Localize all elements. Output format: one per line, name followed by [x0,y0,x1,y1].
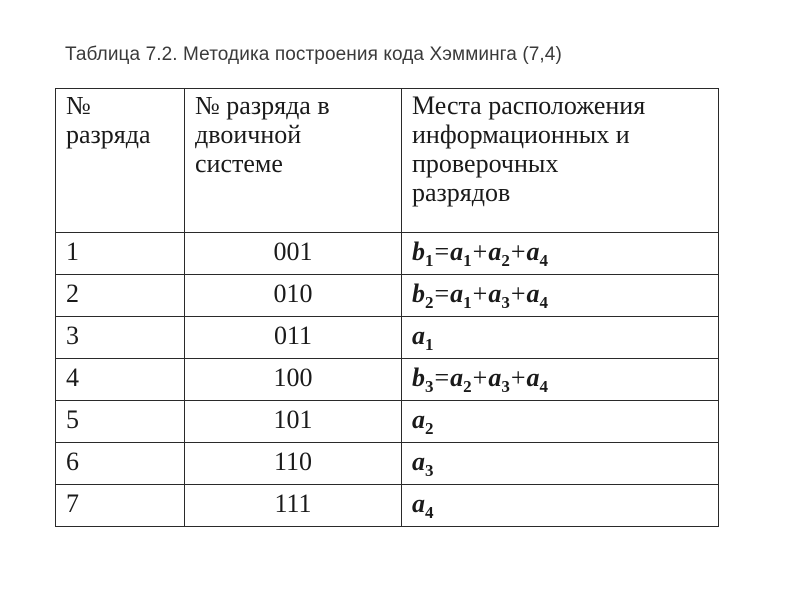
formula-operator: = [434,363,450,392]
table-caption: Таблица 7.2. Методика построения кода Хэмминга (7,4) [65,44,562,65]
formula-variable: $a_2$ [450,363,472,396]
hamming-code-table [55,88,719,527]
bit-number-cell: 2 [56,275,185,317]
bit-number-cell: 3 [56,317,185,359]
bit-placement-cell [402,233,719,275]
binary-value-cell: 101 [185,401,402,443]
bit-placement-cell [402,317,719,359]
bit-number-cell: 6 [56,443,185,485]
table-row [56,401,719,443]
formula-variable: $b_2$ [412,279,434,312]
formula-subscript: 4 [425,503,434,522]
table-row [56,485,719,527]
formula-subscript: 4 [539,251,549,270]
formula-variable: $a_4$ [412,489,434,522]
bit-placement-cell [402,401,719,443]
formula-variable: $a_4$ [526,237,549,270]
table-row [56,443,719,485]
formula [412,363,549,396]
bit-number-cell: 5 [56,401,185,443]
formula [412,405,434,438]
table-row [56,233,719,275]
bit-placement-cell [402,275,719,317]
formula-operator: + [472,237,488,266]
formula-subscript: 2 [463,377,472,396]
formula-operator: + [472,363,488,392]
formula-operator: + [472,279,488,308]
formula-variable: $a_1$ [450,279,472,312]
formula-operator: = [434,279,450,308]
table-row [56,317,719,359]
formula-variable: $a_3$ [412,447,434,480]
formula-operator: + [510,237,526,266]
table-row [56,275,719,317]
binary-value-cell: 001 [185,233,402,275]
formula-variable: $a_4$ [526,363,549,396]
formula-variable: $b_3$ [412,363,434,396]
table-header-row [56,89,719,233]
binary-value-cell: 110 [185,443,402,485]
bit-number-cell: 1 [56,233,185,275]
formula [412,237,549,270]
formula-subscript: 1 [463,251,472,270]
formula-variable: $a_2$ [412,405,434,438]
bit-number-cell: 4 [56,359,185,401]
formula-subscript: 2 [425,419,434,438]
bit-placement-cell [402,443,719,485]
formula-variable: $a_3$ [488,279,510,312]
bit-placement-cell [402,359,719,401]
formula-subscript: 2 [425,293,434,312]
binary-value-cell: 111 [185,485,402,527]
formula-operator: + [510,363,526,392]
formula-subscript: 2 [501,251,510,270]
formula-variable: $a_2$ [488,237,510,270]
formula [412,489,434,522]
formula-operator: + [510,279,526,308]
formula-subscript: 1 [425,335,434,354]
formula-subscript: 1 [463,293,472,312]
formula-subscript: 3 [425,461,434,480]
formula-subscript: 1 [425,251,434,270]
formula-variable: $a_1$ [450,237,472,270]
formula-operator: = [434,237,450,266]
formula-subscript: 4 [539,377,549,396]
formula-variable: $a_3$ [488,363,510,396]
binary-value-cell: 100 [185,359,402,401]
binary-value-cell: 011 [185,317,402,359]
formula [412,321,434,354]
bit-placement-cell [402,485,719,527]
formula-subscript: 3 [425,377,434,396]
formula-variable: $a_4$ [526,279,549,312]
formula [412,447,434,480]
header-bit-number: № разряда [56,89,185,233]
formula-variable: $b_1$ [412,237,434,270]
formula-subscript: 3 [501,377,510,396]
header-bit-placement: Места расположения информационных и проверочных разрядов [402,89,719,233]
header-binary-number: № разряда в двоичной системе [185,89,402,233]
formula-subscript: 4 [539,293,549,312]
table-row [56,359,719,401]
bit-number-cell: 7 [56,485,185,527]
binary-value-cell: 010 [185,275,402,317]
formula [412,279,549,312]
formula-subscript: 3 [501,293,510,312]
formula-variable: $a_1$ [412,321,434,354]
